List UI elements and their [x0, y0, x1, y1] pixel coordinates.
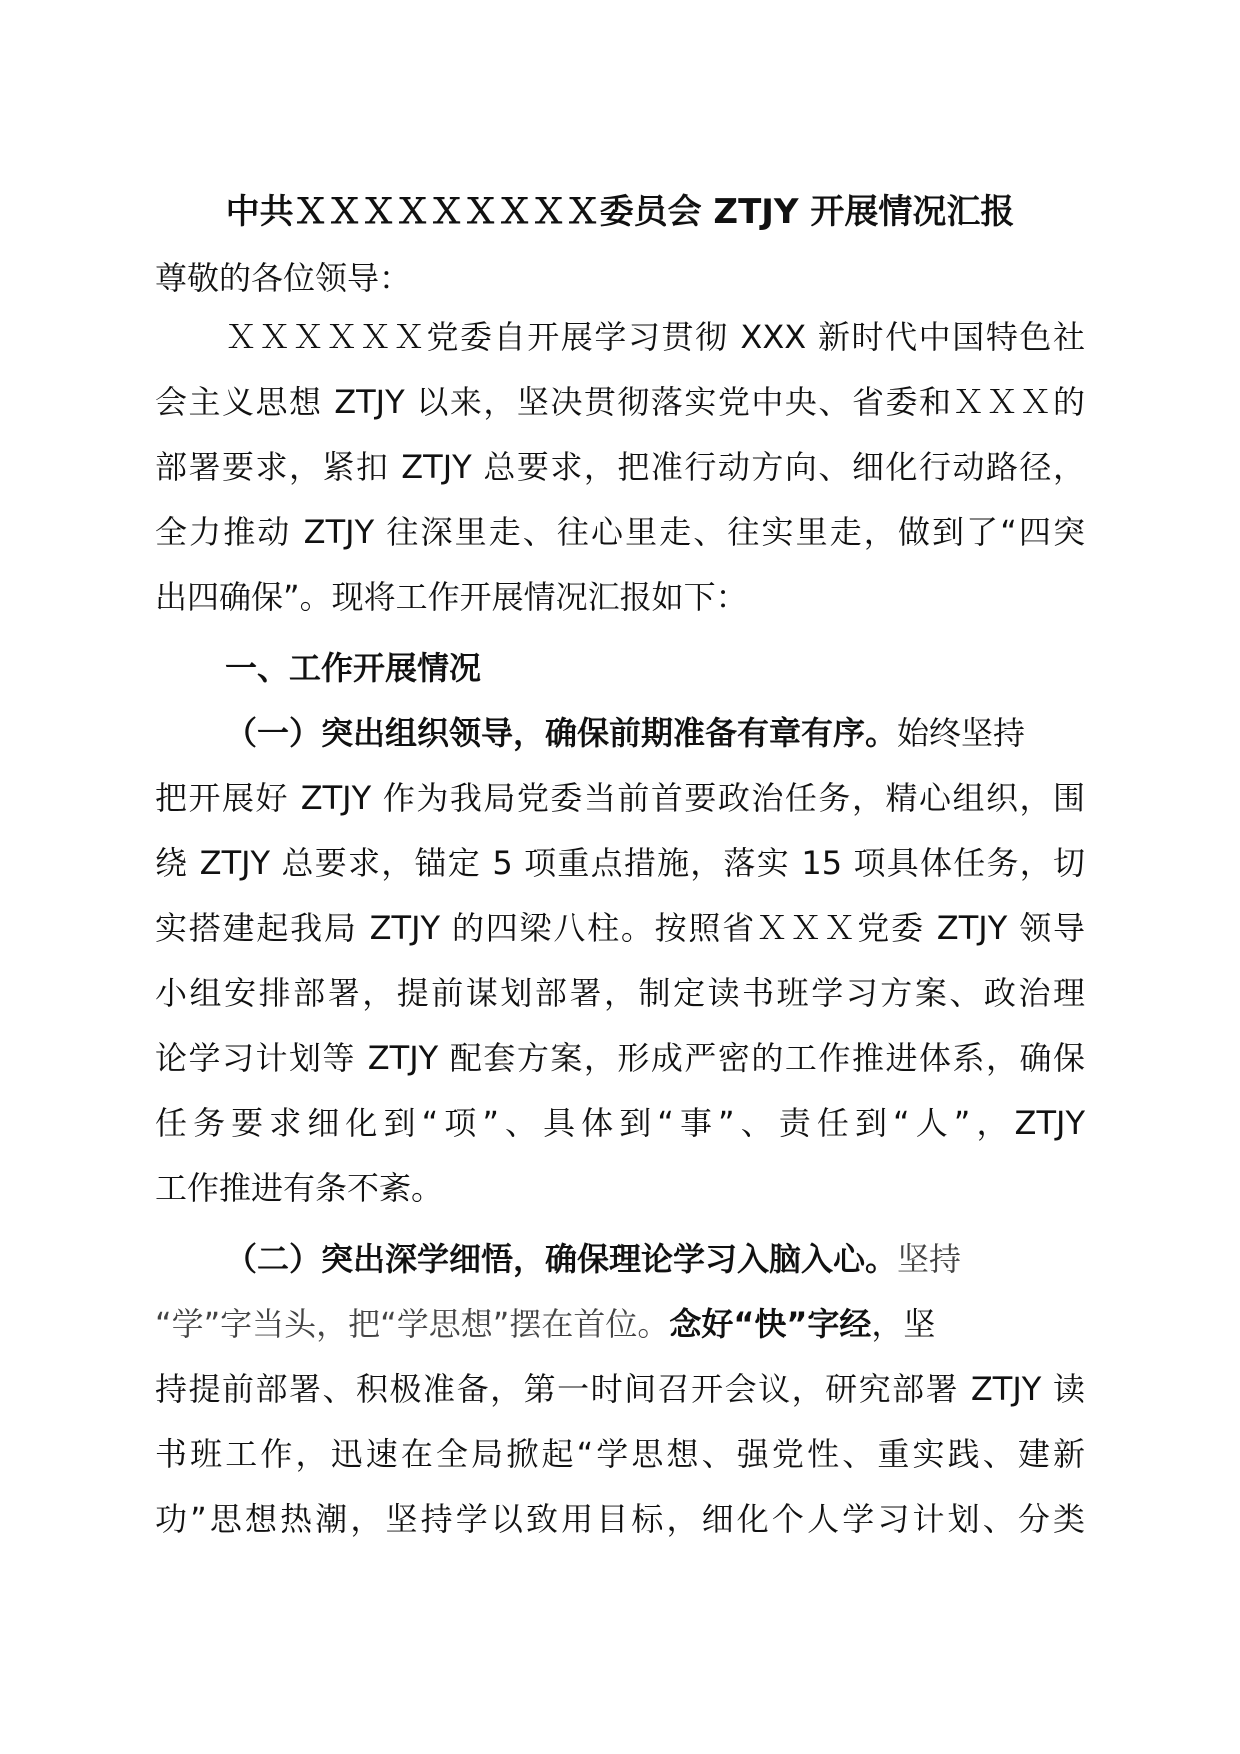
- intro-line: 部署要求，紧扣 ZTJY 总要求，把准行动方向、细化行动路径，: [155, 448, 1085, 486]
- part2-line: 持提前部署、积极准备，第一时间召开会议，研究部署 ZTJY 读: [155, 1370, 1085, 1408]
- part1-line: 论学习计划等 ZTJY 配套方案，形成严密的工作推进体系，确保: [155, 1039, 1085, 1077]
- intro-line: 会主义思想 ZTJY 以来，坚决贯彻落实党中央、省委和ＸＸＸ的: [155, 383, 1085, 421]
- part1-line: 工作推进有条不紊。: [155, 1169, 444, 1207]
- part1-line: 实搭建起我局 ZTJY 的四梁八柱。按照省ＸＸＸ党委 ZTJY 领导: [155, 909, 1085, 947]
- part2-line2-start: “学”字当头，把“学思想”摆在首位。: [155, 1305, 670, 1343]
- intro-line: ＸＸＸＸＸＸ党委自开展学习贯彻 XXX 新时代中国特色社: [225, 318, 1085, 356]
- part2-heading: （二）突出深学细悟，确保理论学习入脑入心。: [225, 1240, 898, 1278]
- part2-line: [155, 1302, 1085, 1346]
- intro-line: 出四确保”。现将工作开展情况汇报如下：: [155, 578, 748, 616]
- part1-line: 绕 ZTJY 总要求，锚定 5 项重点措施，落实 15 项具体任务，切: [155, 844, 1085, 882]
- part2-line2-bold: 念好“快”字经: [669, 1305, 872, 1343]
- part2-lead-text: 坚持: [897, 1240, 962, 1278]
- part2-line2-end: ，坚: [871, 1305, 936, 1343]
- part1-line: 把开展好 ZTJY 作为我局党委当前首要政治任务，精心组织，围: [155, 779, 1085, 817]
- section-heading: 一、工作开展情况: [225, 649, 482, 687]
- part1-line: 小组安排部署，提前谋划部署，制定读书班学习方案、政治理: [155, 974, 1085, 1012]
- salutation: 尊敬的各位领导：: [155, 259, 412, 297]
- part2-line: 功”思想热潮，坚持学以致用目标，细化个人学习计划、分类: [155, 1500, 1085, 1538]
- part1-line: 任务要求细化到“项”、具体到“事”、责任到“人”，ZTJY: [155, 1104, 1085, 1142]
- document-title: 中共ＸＸＸＸＸＸＸＸＸ委员会 ZTJY 开展情况汇报: [225, 192, 1015, 232]
- intro-line: 全力推动 ZTJY 往深里走、往心里走、往实里走，做到了“四突: [155, 513, 1085, 551]
- part1-lead-text: 始终坚持: [897, 714, 1026, 752]
- part1-heading: （一）突出组织领导，确保前期准备有章有序。: [225, 714, 898, 752]
- part2-line: 书班工作，迅速在全局掀起“学思想、强党性、重实践、建新: [155, 1435, 1085, 1473]
- part1-first-line: [225, 711, 1085, 755]
- part2-first-line: [225, 1237, 1085, 1281]
